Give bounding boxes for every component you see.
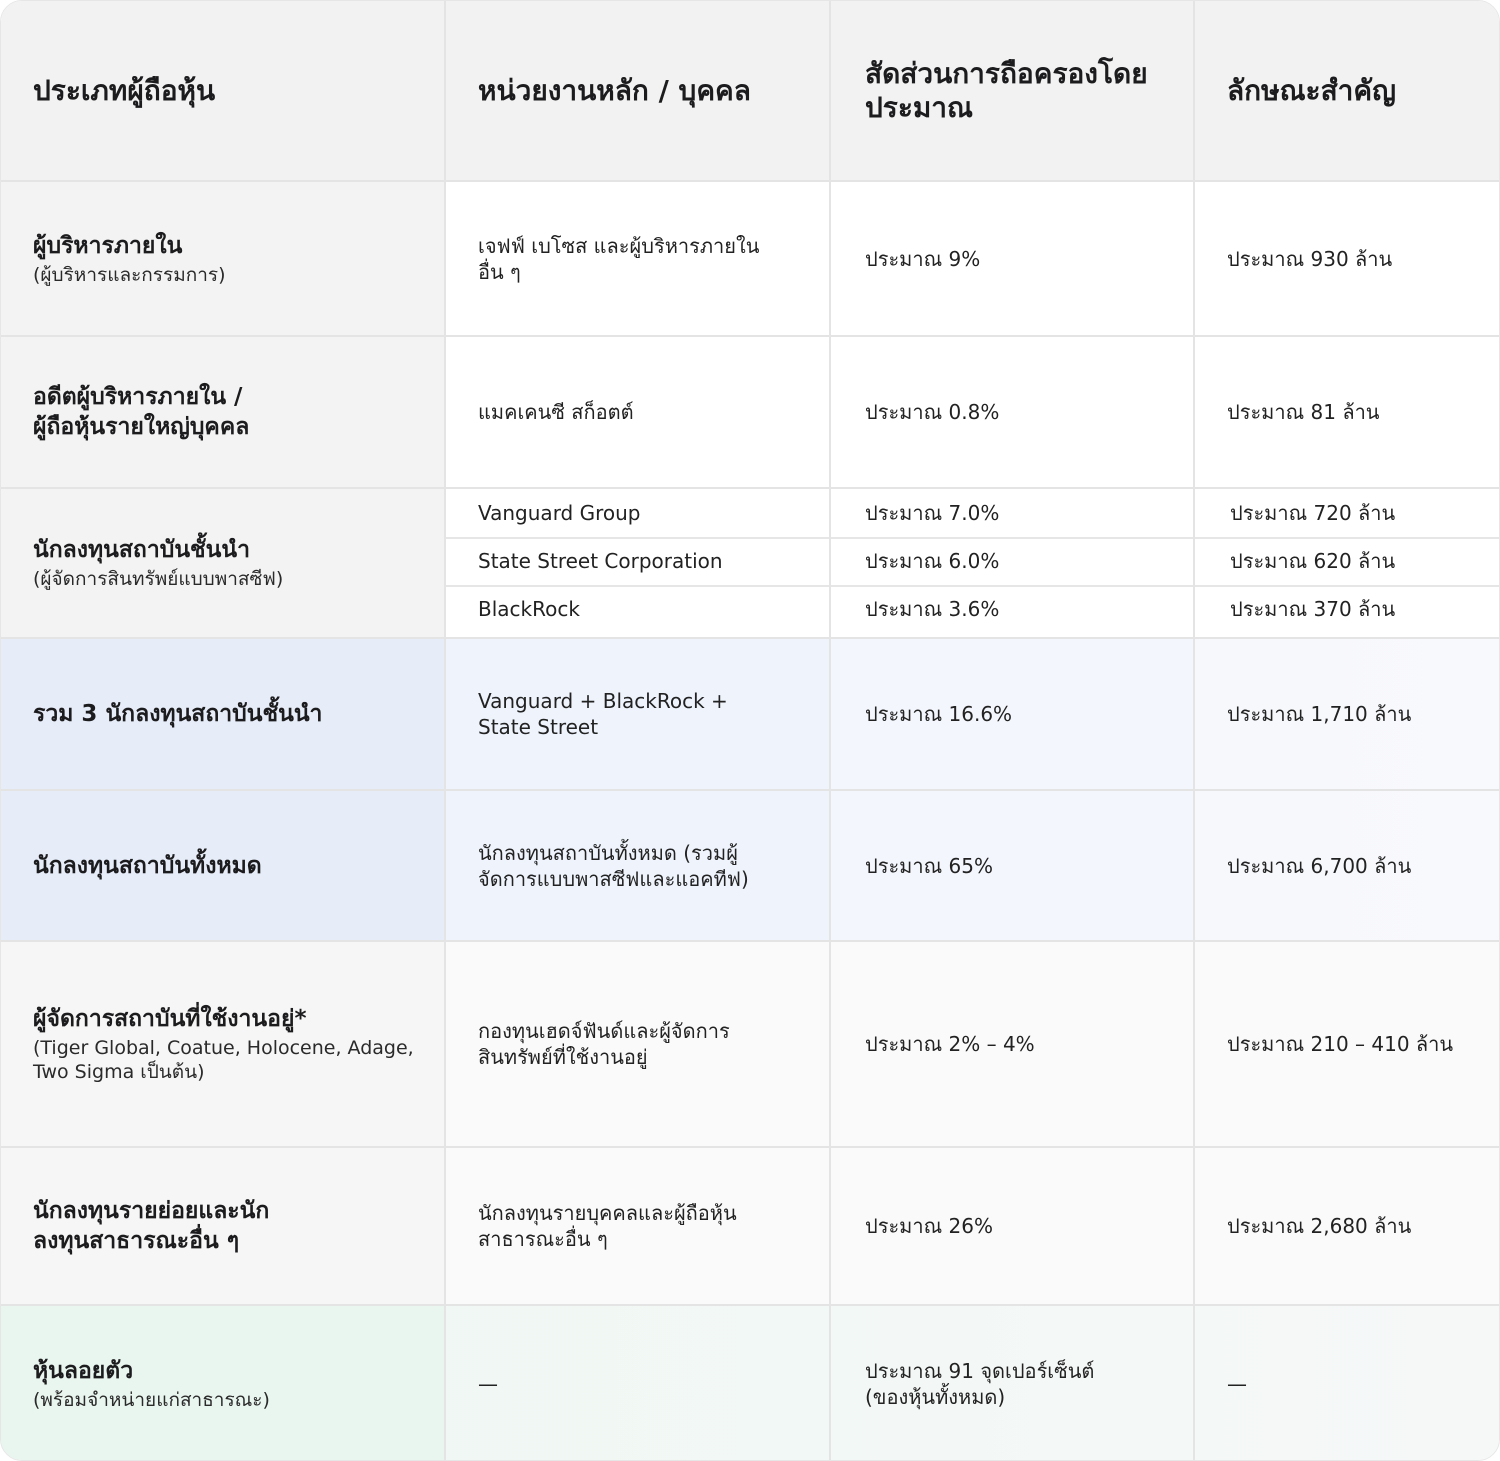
share-text: ประมาณ 26% — [865, 1214, 993, 1238]
category-label: นักลงทุนรายย่อยและนักลงทุนสาธารณะอื่น ๆ — [33, 1198, 270, 1254]
table-row-active-managers — [1, 942, 1500, 1148]
header-cell-detail — [1195, 1, 1500, 180]
entity-text-line1: Vanguard + BlackRock + — [478, 689, 728, 713]
row-detail — [1195, 489, 1500, 637]
category-label-line2: ผู้ถือหุ้นรายใหญ่บุคคล — [33, 414, 250, 440]
header-cell-type — [1, 1, 446, 180]
entity-text: เจฟฟ์ เบโซส และผู้บริหารภายในอื่น ๆ — [478, 233, 760, 284]
table-row-former — [1, 337, 1500, 489]
detail-text: ประมาณ 6,700 ล้าน — [1227, 853, 1412, 878]
category-label: ผู้บริหารภายใน — [33, 232, 183, 259]
row-share — [831, 182, 1195, 335]
category-label: หุ้นลอยตัว — [33, 1358, 134, 1384]
detail-text: ประมาณ 2,680 ล้าน — [1227, 1214, 1412, 1238]
row-entity — [446, 182, 831, 335]
row-entity — [446, 791, 831, 940]
category-sublabel: (ผู้บริหารและกรรมการ) — [33, 263, 226, 286]
row-share — [831, 942, 1195, 1146]
share-text: ประมาณ 6.0% — [865, 549, 1000, 573]
share-text: ประมาณ 16.6% — [865, 702, 1013, 726]
entity-text: — — [478, 1372, 498, 1396]
detail-text: ประมาณ 720 ล้าน — [1230, 501, 1396, 525]
table-row-top-institutions — [1, 489, 1500, 639]
detail-text: ประมาณ 620 ล้าน — [1230, 549, 1396, 573]
header-share: สัดส่วนการถือครองโดยประมาณ — [865, 56, 1148, 124]
row-share — [831, 639, 1195, 789]
table-row-insiders — [1, 182, 1500, 337]
row-detail — [1195, 1306, 1500, 1461]
row-category — [1, 639, 446, 789]
sub-entity-vanguard — [446, 489, 829, 537]
sub-detail — [1195, 537, 1500, 585]
row-detail — [1195, 1148, 1500, 1304]
share-text: ประมาณ 0.8% — [865, 400, 1000, 424]
sub-share — [831, 585, 1193, 633]
row-detail — [1195, 182, 1500, 335]
detail-text: — — [1227, 1372, 1247, 1396]
row-entity — [446, 1148, 831, 1304]
entity-text: แมคเคนซี สก็อตต์ — [478, 400, 634, 424]
detail-text: ประมาณ 1,710 ล้าน — [1227, 702, 1412, 726]
table-row-top3-total — [1, 639, 1500, 791]
share-text: ประมาณ 7.0% — [865, 501, 1000, 525]
detail-text: ประมาณ 81 ล้าน — [1227, 400, 1380, 424]
row-category — [1, 1306, 446, 1461]
category-sublabel: (Tiger Global, Coatue, Holocene, Adage, Two Sigma เป็นต้น) — [33, 1037, 414, 1083]
header-detail: ลักษณะสำคัญ — [1227, 73, 1396, 107]
sub-share — [831, 489, 1193, 537]
row-share — [831, 489, 1195, 637]
category-label: รวม 3 นักลงทุนสถาบันชั้นนำ — [33, 701, 323, 727]
sub-entity-blackrock — [446, 585, 829, 633]
share-text-line1: ประมาณ 91 จุดเปอร์เซ็นต์ — [865, 1359, 1095, 1383]
table-row-retail — [1, 1148, 1500, 1306]
sub-detail — [1195, 489, 1500, 537]
row-category — [1, 942, 446, 1146]
detail-text: ประมาณ 930 ล้าน — [1227, 246, 1393, 271]
row-entity — [446, 942, 831, 1146]
header-cell-share — [831, 1, 1195, 180]
category-sublabel: (พร้อมจำหน่ายแก่สาธารณะ) — [33, 1389, 270, 1411]
share-text: ประมาณ 9% — [865, 246, 981, 271]
row-share — [831, 791, 1195, 940]
category-label: นักลงทุนสถาบันชั้นนำ — [33, 537, 251, 563]
row-category — [1, 337, 446, 487]
entity-text: กองทุนเฮดจ์ฟันด์และผู้จัดการสินทรัพย์ที่ใช้งานอยู่ — [478, 1019, 730, 1069]
row-share — [831, 1148, 1195, 1304]
detail-text: ประมาณ 370 ล้าน — [1230, 597, 1396, 621]
row-category — [1, 182, 446, 335]
sub-detail — [1195, 585, 1500, 633]
entity-text: นักลงทุนสถาบันทั้งหมด (รวมผู้จัดการแบบพาสซีฟและแอคทีฟ) — [478, 840, 749, 891]
header-cell-entity — [446, 1, 831, 180]
detail-text: ประมาณ 210 – 410 ล้าน — [1227, 1032, 1454, 1056]
entity-text: Vanguard Group — [478, 501, 641, 525]
entity-text-line2: State Street — [478, 715, 599, 739]
row-entity — [446, 639, 831, 789]
table-row-float — [1, 1306, 1500, 1461]
row-share — [831, 337, 1195, 487]
row-entity — [446, 489, 831, 637]
row-share — [831, 1306, 1195, 1461]
row-category — [1, 1148, 446, 1304]
header-type: ประเภทผู้ถือหุ้น — [33, 73, 216, 107]
entity-text: นักลงทุนรายบุคคลและผู้ถือหุ้นสาธารณะอื่น ๆ — [478, 1201, 737, 1251]
row-detail — [1195, 791, 1500, 940]
category-label-line1: อดีตผู้บริหารภายใน / — [33, 384, 243, 410]
table-header — [1, 1, 1500, 182]
sub-entity-state-street — [446, 537, 829, 585]
header-entity: หน่วยงานหลัก / บุคคล — [478, 73, 751, 107]
row-category — [1, 489, 446, 637]
sub-share — [831, 537, 1193, 585]
share-text-line2: (ของหุ้นทั้งหมด) — [865, 1385, 1006, 1409]
row-detail — [1195, 942, 1500, 1146]
row-entity — [446, 1306, 831, 1461]
row-category — [1, 791, 446, 940]
share-text: ประมาณ 3.6% — [865, 597, 1000, 621]
category-label: ผู้จัดการสถาบันที่ใช้งานอยู่* — [33, 1006, 307, 1032]
entity-text: BlackRock — [478, 597, 580, 621]
table-row-all-institutions — [1, 791, 1500, 942]
share-text: ประมาณ 65% — [865, 853, 993, 878]
entity-text: State Street Corporation — [478, 549, 723, 573]
category-sublabel: (ผู้จัดการสินทรัพย์แบบพาสซีฟ) — [33, 568, 284, 590]
category-label: นักลงทุนสถาบันทั้งหมด — [33, 852, 262, 879]
row-detail — [1195, 337, 1500, 487]
share-text: ประมาณ 2% – 4% — [865, 1032, 1035, 1056]
row-detail — [1195, 639, 1500, 789]
row-entity — [446, 337, 831, 487]
